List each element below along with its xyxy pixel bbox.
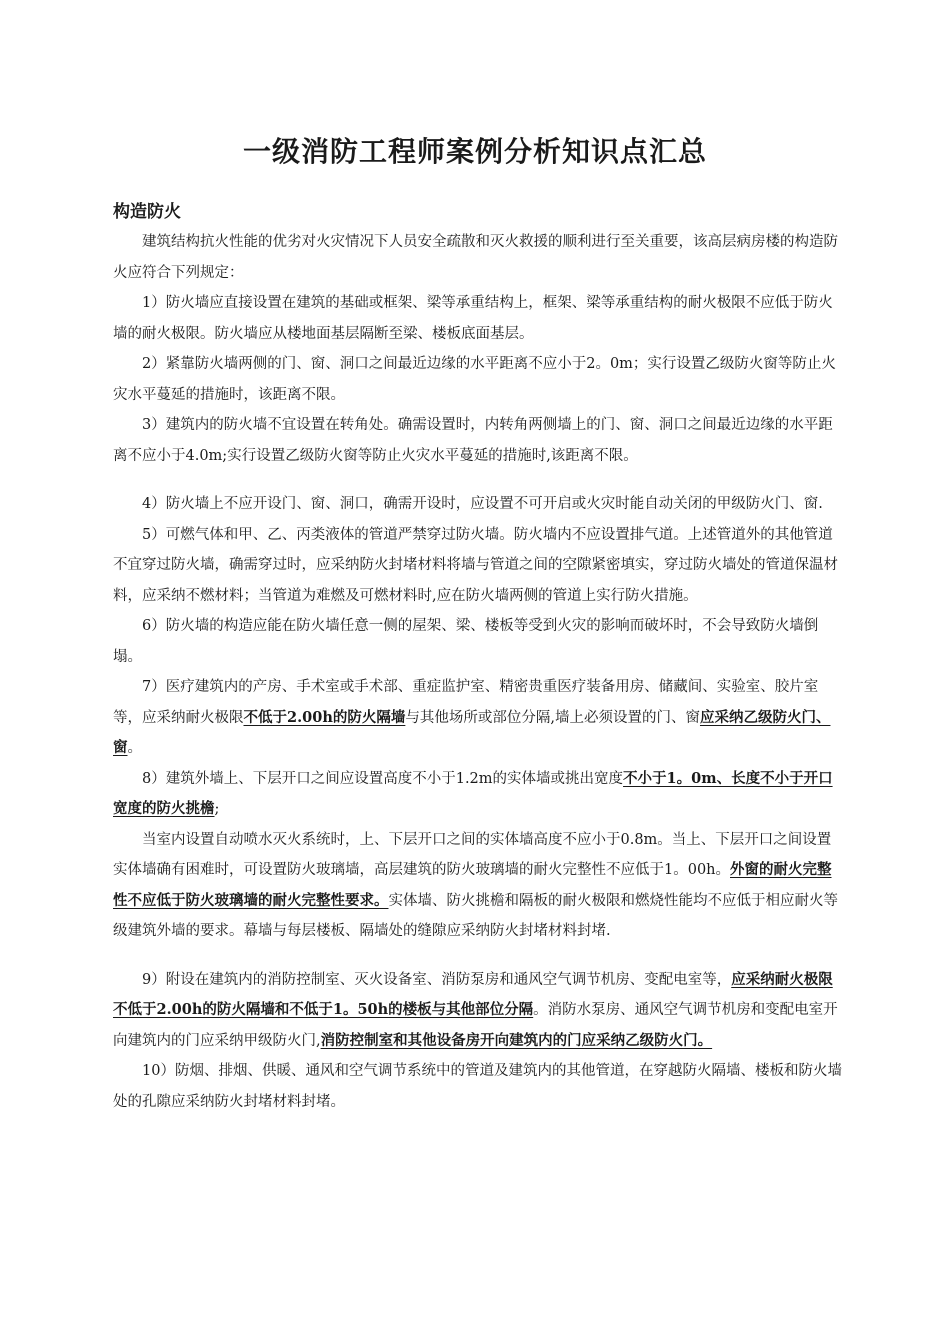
paragraph-text: 实体墙、防火挑檐和隔板的耐火极限和燃烧性能均不应低于相应耐火等级建筑外墙的要求。幕墙与每层楼板、隔墙处的缝隙应采纳防火封堵材料封堵.: [113, 892, 838, 939]
emphasized-text: 外窗的耐火完整性不应低于防火玻璃墙的耐火完整性要求。: [113, 861, 832, 909]
document-title: 一级消防工程师案例分析知识点汇总: [242, 135, 707, 168]
paragraph-text: 1）防火墙应直接设置在建筑的基础或框架、梁等承重结构上，框架、梁等承重结构的耐火极限不应低于防火墙的耐火极限。防火墙应从楼地面基层隔断至梁、楼板底面基层。: [113, 295, 833, 342]
paragraph-text: ;: [214, 801, 220, 817]
paragraph-text: 当室内设置自动喷水灭火系统时，上、下层开口之间的实体墙高度不应小于0.8m。当上、下层开口之间设置实体墙确有困难时，可设置防火玻璃墙，高层建筑的防火玻璃墙的耐火完整性不应低于1。00h。: [113, 831, 832, 878]
emphasized-text: 应采纳乙级防火门、窗: [113, 708, 831, 756]
paragraph: [113, 1056, 843, 1117]
paragraph-text: 8）建筑外墙上、下层开口之间应设置高度不小于1.2m的实体墙或挑出宽度: [142, 770, 624, 787]
paragraph-text: 10）防烟、排烟、供暖、通风和空气调节系统中的管道及建筑内的其他管道，在穿越防火隔墙、楼板和防火墙处的孔隙应采纳防火封堵材料封堵。: [113, 1063, 842, 1110]
paragraph: [113, 410, 843, 471]
paragraph-text: 4）防火墙上不应开设门、窗、洞口，确需开设时，应设置不可开启或火灾时能自动关闭的甲级防火门、窗.: [142, 496, 823, 512]
paragraph: [113, 764, 843, 825]
paragraph: [113, 965, 843, 1057]
paragraph: [113, 672, 843, 764]
paragraph-text: 建筑结构抗火性能的优劣对火灾情况下人员安全疏散和灭火救援的顺利进行至关重要，该高层病房楼的构造防火应符合下列规定：: [113, 234, 838, 281]
section-heading: 构造防火: [113, 202, 181, 222]
emphasized-text: 不小于1。0m、长度不小于开口宽度的防火挑檐: [113, 769, 833, 817]
paragraph: [113, 349, 843, 410]
paragraph-text: 2）紧靠防火墙两侧的门、窗、洞口之间最近边缘的水平距离不应小于2。0m；实行设置乙级防火窗等防止火灾水平蔓延的措施时，该距离不限。: [113, 356, 836, 403]
paragraph-text: 。消防水泵房、通风空气调节机房和变配电室开向建筑内的门应采纳甲级防火门,: [113, 1002, 838, 1049]
paragraph-text: 。: [127, 740, 142, 756]
paragraph: [113, 227, 843, 288]
paragraph-text: 6）防火墙的构造应能在防火墙任意一侧的屋架、梁、楼板等受到火灾的影响而破坏时，不会导致防火墙倒塌。: [113, 618, 819, 665]
paragraph-text: 7）医疗建筑内的产房、手术室或手术部、重症监护室、精密贵重医疗装备用房、储藏间、实验室、胶片室等，应采纳耐火极限: [113, 679, 819, 726]
paragraph: [113, 825, 843, 947]
paragraph: [113, 520, 843, 612]
paragraph-text: 3）建筑内的防火墙不宜设置在转角处。确需设置时，内转角两侧墙上的门、窗、洞口之间最近边缘的水平距离不应小于4.0m;实行设置乙级防火窗等防止火灾水平蔓延的措施时,该距离不限。: [113, 417, 833, 464]
paragraph-text: 与其他场所或部位分隔,墙上必须设置的门、窗: [405, 709, 700, 726]
paragraph: [113, 611, 843, 672]
emphasized-text: 应采纳耐火极限不低于2.00h的防火隔墙和不低于1。50h的楼板与其他部位分隔: [113, 970, 833, 1018]
paragraph: [113, 288, 843, 349]
paragraph: [113, 489, 843, 520]
document-body: [113, 227, 843, 1117]
paragraph-text: 5）可燃气体和甲、乙、丙类液体的管道严禁穿过防火墙。防火墙内不应设置排气道。上述管道外的其他管道不宜穿过防火墙，确需穿过时，应采纳防火封堵材料将墙与管道之间的空隙紧密填实，穿过防火墙处的管道保温材料，应采纳不燃材料；当管道为难燃及可燃材料时,应在防火墙两侧的管道上实行防火措施。: [113, 526, 838, 604]
paragraph-text: 9）附设在建筑内的消防控制室、灭火设备室、消防泵房和通风空气调节机房、变配电室等，: [142, 971, 732, 988]
emphasized-text: 不低于2.00h的防火隔墙: [243, 708, 406, 726]
emphasized-text: 消防控制室和其他设备房开向建筑内的门应采纳乙级防火门。: [320, 1031, 713, 1049]
